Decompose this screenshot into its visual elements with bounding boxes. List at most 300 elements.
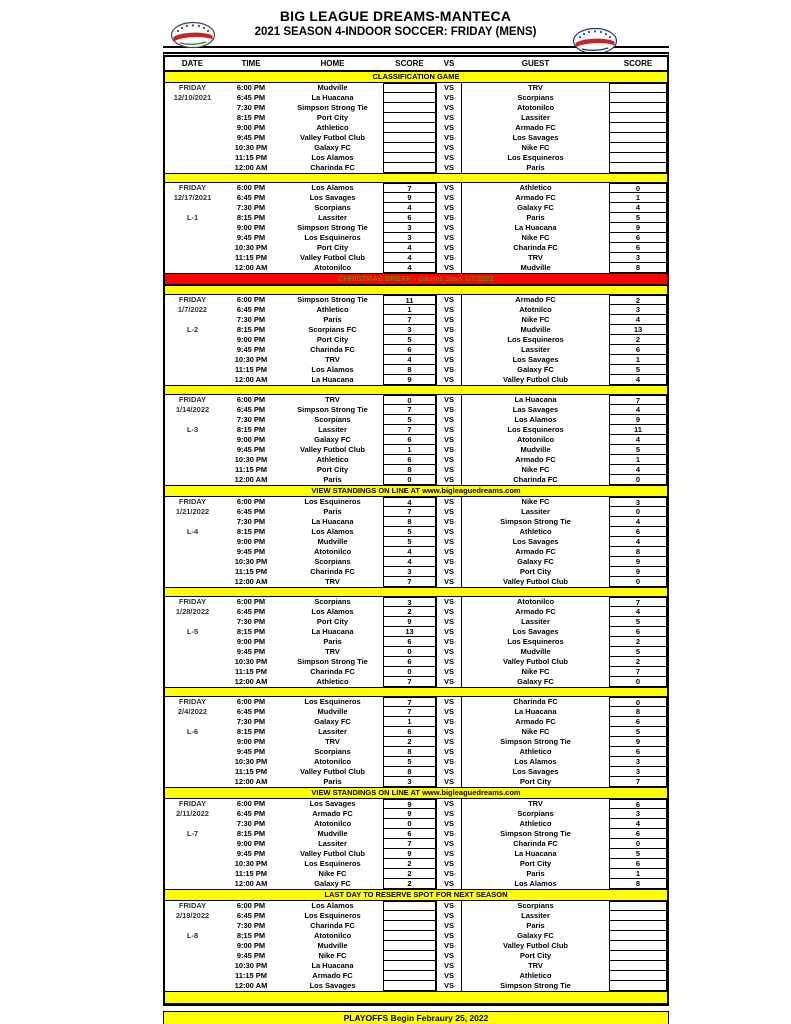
game-row xyxy=(165,981,667,991)
guest-score-cell xyxy=(609,143,667,153)
vs-cell: VS xyxy=(436,465,462,475)
guest-team-cell: Los Alamos xyxy=(514,879,557,888)
week-label-cell xyxy=(165,223,220,233)
guest-score-cell: 8 xyxy=(609,879,667,889)
home-team-cell: Galaxy FC xyxy=(314,435,351,444)
time-cell: 9:00 PM xyxy=(236,737,266,746)
guest-score-cell: 5 xyxy=(609,647,667,657)
day-cell: FRIDAY xyxy=(178,497,207,506)
game-row xyxy=(165,123,667,133)
home-score-cell xyxy=(383,931,436,941)
time-cell: 12:00 AM xyxy=(234,263,268,272)
guest-team-cell: Athletico xyxy=(519,183,552,192)
game-row xyxy=(165,375,667,385)
home-score-cell: 5 xyxy=(383,757,436,767)
guest-score-cell xyxy=(609,951,667,961)
guest-team-cell: Scorpians xyxy=(517,809,554,818)
guest-team-cell: Los Alamos xyxy=(514,415,557,424)
week-label-cell xyxy=(165,143,220,153)
day-cell: FRIDAY xyxy=(178,395,207,404)
home-score-cell: 3 xyxy=(383,325,436,335)
home-team-cell: Atotonilco xyxy=(313,931,352,940)
week-label-cell xyxy=(165,123,220,133)
game-row xyxy=(165,425,667,435)
vs-cell: VS xyxy=(436,315,462,325)
home-team-cell: Scorpians xyxy=(314,203,351,212)
home-team-cell: La Huacana xyxy=(311,627,354,636)
home-score-cell xyxy=(383,113,436,123)
column-header-vs: VS xyxy=(443,59,455,68)
guest-team-cell: Armado FC xyxy=(515,455,556,464)
vs-cell: VS xyxy=(436,839,462,849)
time-cell: 11:15 PM xyxy=(234,767,268,776)
home-score-cell: 6 xyxy=(383,829,436,839)
game-row xyxy=(165,911,667,921)
home-score-cell: 5 xyxy=(383,537,436,547)
time-cell: 10:30 PM xyxy=(234,961,268,970)
week-block-L-6 xyxy=(165,697,667,787)
time-cell: 12:00 AM xyxy=(234,577,268,586)
time-cell: 6:00 PM xyxy=(236,295,266,304)
game-row xyxy=(165,707,667,717)
home-score-cell: 8 xyxy=(383,517,436,527)
home-team-cell: Athletico xyxy=(316,455,349,464)
home-team-cell: Simpson Strong Tie xyxy=(297,223,368,232)
home-score-cell xyxy=(383,901,436,911)
guest-score-cell: 0 xyxy=(609,677,667,687)
guest-score-cell: 1 xyxy=(609,869,667,879)
vs-cell: VS xyxy=(436,527,462,537)
time-cell: 9:00 PM xyxy=(236,223,266,232)
vs-cell: VS xyxy=(436,567,462,577)
home-score-cell: 4 xyxy=(383,263,436,273)
day-cell: FRIDAY xyxy=(178,183,207,192)
time-cell: 10:30 PM xyxy=(234,355,268,364)
guest-score-cell: 3 xyxy=(609,757,667,767)
home-team-cell: Charinda FC xyxy=(310,667,355,676)
home-score-cell: 9 xyxy=(383,809,436,819)
guest-score-cell xyxy=(609,83,667,93)
guest-team-cell: Valley Futbol Club xyxy=(502,657,568,666)
vs-cell: VS xyxy=(436,243,462,253)
time-cell: 10:30 PM xyxy=(234,143,268,152)
game-row xyxy=(165,901,667,911)
vs-cell: VS xyxy=(436,637,462,647)
home-score-cell xyxy=(383,103,436,113)
guest-score-cell: 0 xyxy=(609,577,667,587)
home-score-cell xyxy=(383,123,436,133)
time-cell: 6:00 PM xyxy=(236,901,266,910)
game-row xyxy=(165,777,667,787)
week-label-cell: L-3 xyxy=(186,425,199,434)
vs-cell: VS xyxy=(436,879,462,889)
game-row xyxy=(165,697,667,707)
game-row xyxy=(165,315,667,325)
home-score-cell: 8 xyxy=(383,465,436,475)
week-label-cell xyxy=(165,557,220,567)
guest-team-cell: TRV xyxy=(528,799,543,808)
time-cell: 9:45 PM xyxy=(236,133,266,142)
time-cell: 11:15 PM xyxy=(234,667,268,676)
time-cell: 9:45 PM xyxy=(236,547,266,556)
week-label-cell xyxy=(165,113,220,123)
game-row xyxy=(165,103,667,113)
guest-team-cell: Nike FC xyxy=(521,315,550,324)
guest-team-cell: Mudville xyxy=(520,445,551,454)
home-score-cell: 4 xyxy=(383,497,436,507)
guest-score-cell: 3 xyxy=(609,253,667,263)
vs-cell: VS xyxy=(436,737,462,747)
guest-score-cell xyxy=(609,123,667,133)
guest-team-cell: Atotnilco xyxy=(519,305,552,314)
home-score-cell: 7 xyxy=(383,315,436,325)
vs-cell: VS xyxy=(436,395,462,405)
guest-score-cell: 5 xyxy=(609,849,667,859)
home-team-cell: Scorpians xyxy=(314,597,351,606)
time-cell: 8:15 PM xyxy=(236,931,266,940)
time-cell: 7:30 PM xyxy=(236,921,266,930)
guest-team-cell: Armado FC xyxy=(515,193,556,202)
home-score-cell: 2 xyxy=(383,607,436,617)
guest-team-cell: Valley Futbol Club xyxy=(502,941,568,950)
vs-cell: VS xyxy=(436,295,462,305)
guest-team-cell: Charinda FC xyxy=(513,697,558,706)
time-cell: 8:15 PM xyxy=(236,627,266,636)
home-team-cell: Charinda FC xyxy=(310,921,355,930)
vs-cell: VS xyxy=(436,233,462,243)
vs-cell: VS xyxy=(436,133,462,143)
column-header-time: TIME xyxy=(241,59,261,68)
vs-cell: VS xyxy=(436,335,462,345)
week-label-cell xyxy=(165,475,220,485)
guest-score-cell: 3 xyxy=(609,305,667,315)
home-team-cell: Los Savages xyxy=(309,981,356,990)
week-label-cell xyxy=(165,153,220,163)
guest-team-cell: Los Savages xyxy=(512,627,559,636)
week-block-L-7 xyxy=(165,799,667,889)
home-team-cell: Galaxy FC xyxy=(314,879,351,888)
home-score-cell: 7 xyxy=(383,425,436,435)
home-score-cell: 2 xyxy=(383,737,436,747)
guest-score-cell: 2 xyxy=(609,637,667,647)
game-row xyxy=(165,203,667,213)
home-team-cell: Simpson Strong Tie xyxy=(297,405,368,414)
home-team-cell: TRV xyxy=(325,395,340,404)
guest-team-cell: Mudville xyxy=(520,325,551,334)
guest-score-cell xyxy=(609,133,667,143)
home-score-cell xyxy=(383,941,436,951)
guest-score-cell: 0 xyxy=(609,183,667,193)
home-score-cell: 13 xyxy=(383,627,436,637)
time-cell: 6:45 PM xyxy=(236,809,266,818)
vs-cell: VS xyxy=(436,597,462,607)
guest-team-cell: Nike FC xyxy=(521,497,550,506)
guest-team-cell: La Huacana xyxy=(514,395,557,404)
vs-cell: VS xyxy=(436,961,462,971)
home-team-cell: Los Esquineros xyxy=(304,233,361,242)
game-row xyxy=(165,435,667,445)
vs-cell: VS xyxy=(436,981,462,991)
home-score-cell: 2 xyxy=(383,869,436,879)
standings-band: VIEW STANDINGS ON LINE AT www.bigleaguedreams.com xyxy=(165,787,667,799)
date-cell: 2/4/2022 xyxy=(177,707,208,716)
week-label-cell xyxy=(165,365,220,375)
guest-score-cell xyxy=(609,981,667,991)
vs-cell: VS xyxy=(436,767,462,777)
date-cell: 1/7/2022 xyxy=(177,305,208,314)
home-score-cell: 5 xyxy=(383,527,436,537)
guest-team-cell: Athletico xyxy=(519,819,552,828)
guest-team-cell: Galaxy FC xyxy=(517,557,554,566)
guest-score-cell: 3 xyxy=(609,809,667,819)
week-label-cell xyxy=(165,819,220,829)
game-row xyxy=(165,859,667,869)
game-row xyxy=(165,497,667,507)
time-cell: 10:30 PM xyxy=(234,243,268,252)
game-row xyxy=(165,415,667,425)
game-row xyxy=(165,677,667,687)
time-cell: 7:30 PM xyxy=(236,203,266,212)
week-label-cell xyxy=(165,879,220,889)
week-label-cell xyxy=(165,243,220,253)
home-team-cell: Galaxy FC xyxy=(314,717,351,726)
vs-cell: VS xyxy=(436,777,462,787)
vs-cell: VS xyxy=(436,819,462,829)
vs-cell: VS xyxy=(436,305,462,315)
home-team-cell: Los Alamos xyxy=(311,153,354,162)
guest-score-cell xyxy=(609,103,667,113)
guest-team-cell: Scorpians xyxy=(517,93,554,102)
guest-score-cell: 0 xyxy=(609,507,667,517)
guest-score-cell: 4 xyxy=(609,435,667,445)
guest-team-cell: Mudville xyxy=(520,647,551,656)
vs-cell: VS xyxy=(436,123,462,133)
vs-cell: VS xyxy=(436,951,462,961)
guest-score-cell: 0 xyxy=(609,839,667,849)
vs-cell: VS xyxy=(436,537,462,547)
date-cell: 2/18/2022 xyxy=(175,911,210,920)
vs-cell: VS xyxy=(436,799,462,809)
game-row xyxy=(165,657,667,667)
time-cell: 12:00 AM xyxy=(234,981,268,990)
guest-score-cell xyxy=(609,901,667,911)
guest-score-cell: 1 xyxy=(609,193,667,203)
vs-cell: VS xyxy=(436,627,462,637)
game-row xyxy=(165,223,667,233)
guest-team-cell: Galaxy FC xyxy=(517,677,554,686)
game-row xyxy=(165,809,667,819)
vs-cell: VS xyxy=(436,727,462,737)
home-score-cell xyxy=(383,911,436,921)
home-score-cell: 3 xyxy=(383,567,436,577)
home-score-cell xyxy=(383,981,436,991)
home-score-cell: 6 xyxy=(383,213,436,223)
vs-cell: VS xyxy=(436,203,462,213)
week-label-cell xyxy=(165,103,220,113)
week-label-cell xyxy=(165,375,220,385)
week-label-cell xyxy=(165,961,220,971)
game-row xyxy=(165,839,667,849)
week-label-cell xyxy=(165,921,220,931)
column-header-score: SCORE xyxy=(395,59,424,68)
week-label-cell xyxy=(165,133,220,143)
guest-team-cell: Athletico xyxy=(519,527,552,536)
guest-team-cell: Armado FC xyxy=(515,607,556,616)
vs-cell: VS xyxy=(436,83,462,93)
game-row xyxy=(165,879,667,889)
game-row xyxy=(165,233,667,243)
home-score-cell: 5 xyxy=(383,335,436,345)
vs-cell: VS xyxy=(436,849,462,859)
week-label-cell xyxy=(165,355,220,365)
guest-team-cell: Atotonilco xyxy=(516,435,555,444)
home-score-cell xyxy=(383,83,436,93)
guest-team-cell: Simpson Strong Tie xyxy=(500,829,571,838)
home-score-cell: 1 xyxy=(383,717,436,727)
home-team-cell: Athletico xyxy=(316,677,349,686)
time-cell: 7:30 PM xyxy=(236,717,266,726)
guest-score-cell: 7 xyxy=(609,667,667,677)
game-row xyxy=(165,607,667,617)
home-team-cell: Los Alamos xyxy=(311,527,354,536)
time-cell: 11:15 PM xyxy=(234,869,268,878)
guest-team-cell: Los Esquineros xyxy=(507,425,564,434)
guest-team-cell: Simpson Strong Tie xyxy=(500,981,571,990)
home-team-cell: TRV xyxy=(325,737,340,746)
game-row xyxy=(165,355,667,365)
week-label-cell xyxy=(165,839,220,849)
week-label-cell xyxy=(165,445,220,455)
game-row xyxy=(165,557,667,567)
guest-score-cell xyxy=(609,93,667,103)
week-label-cell xyxy=(165,747,220,757)
guest-score-cell xyxy=(609,911,667,921)
classification-band: CLASSIFICATION GAME xyxy=(165,71,667,83)
time-cell: 11:15 PM xyxy=(234,365,268,374)
game-row xyxy=(165,767,667,777)
time-cell: 11:15 PM xyxy=(234,567,268,576)
game-row xyxy=(165,153,667,163)
home-score-cell: 6 xyxy=(383,455,436,465)
week-label-cell: L-8 xyxy=(186,931,199,940)
game-row xyxy=(165,799,667,809)
week-block-L-1 xyxy=(165,183,667,273)
guest-score-cell: 8 xyxy=(609,547,667,557)
home-team-cell: Lassiter xyxy=(318,425,347,434)
home-team-cell: Athletico xyxy=(316,305,349,314)
guest-score-cell: 4 xyxy=(609,517,667,527)
game-row xyxy=(165,405,667,415)
game-row xyxy=(165,637,667,647)
home-score-cell: 7 xyxy=(383,507,436,517)
home-score-cell: 8 xyxy=(383,767,436,777)
home-score-cell: 5 xyxy=(383,415,436,425)
guest-score-cell: 4 xyxy=(609,405,667,415)
home-team-cell: Port City xyxy=(316,617,349,626)
guest-team-cell: Lassiter xyxy=(521,113,550,122)
reserve-band: LAST DAY TO RESERVE SPOT FOR NEXT SEASON xyxy=(165,889,667,901)
guest-team-cell: Simpson Strong Tie xyxy=(500,737,571,746)
home-score-cell: 4 xyxy=(383,203,436,213)
vs-cell: VS xyxy=(436,707,462,717)
vs-cell: VS xyxy=(436,809,462,819)
guest-team-cell: TRV xyxy=(528,83,543,92)
game-row xyxy=(165,597,667,607)
vs-cell: VS xyxy=(436,143,462,153)
vs-cell: VS xyxy=(436,263,462,273)
home-team-cell: Los Esquineros xyxy=(304,497,361,506)
vs-cell: VS xyxy=(436,163,462,173)
home-team-cell: Scorpians xyxy=(314,557,351,566)
time-cell: 8:15 PM xyxy=(236,527,266,536)
guest-team-cell: Armado FC xyxy=(515,547,556,556)
guest-team-cell: Paris xyxy=(526,163,545,172)
week-label-cell xyxy=(165,951,220,961)
time-cell: 12:00 AM xyxy=(234,375,268,384)
separator-band xyxy=(165,687,667,697)
home-score-cell: 9 xyxy=(383,193,436,203)
home-team-cell: Los Esquineros xyxy=(304,697,361,706)
vs-cell: VS xyxy=(436,657,462,667)
week-label-cell xyxy=(165,717,220,727)
week-label-cell xyxy=(165,567,220,577)
home-score-cell: 0 xyxy=(383,667,436,677)
game-row xyxy=(165,727,667,737)
time-cell: 6:00 PM xyxy=(236,799,266,808)
guest-team-cell: Galaxy FC xyxy=(517,365,554,374)
home-team-cell: Mudville xyxy=(317,829,348,838)
game-row xyxy=(165,567,667,577)
game-row xyxy=(165,941,667,951)
game-row xyxy=(165,455,667,465)
home-score-cell: 3 xyxy=(383,223,436,233)
column-header-row xyxy=(165,57,667,71)
game-row xyxy=(165,263,667,273)
game-row xyxy=(165,253,667,263)
time-cell: 9:00 PM xyxy=(236,335,266,344)
guest-score-cell: 6 xyxy=(609,345,667,355)
home-score-cell xyxy=(383,93,436,103)
vs-cell: VS xyxy=(436,931,462,941)
game-row xyxy=(165,183,667,193)
guest-team-cell: Galaxy FC xyxy=(517,931,554,940)
vs-cell: VS xyxy=(436,617,462,627)
week-label-cell: L-4 xyxy=(186,527,199,536)
home-team-cell: Simpson Strong Tie xyxy=(297,295,368,304)
vs-cell: VS xyxy=(436,103,462,113)
time-cell: 8:15 PM xyxy=(236,829,266,838)
home-score-cell xyxy=(383,961,436,971)
vs-cell: VS xyxy=(436,901,462,911)
vs-cell: VS xyxy=(436,507,462,517)
time-cell: 7:30 PM xyxy=(236,517,266,526)
vs-cell: VS xyxy=(436,941,462,951)
guest-team-cell: Galaxy FC xyxy=(517,203,554,212)
home-score-cell xyxy=(383,921,436,931)
playoffs-banner: PLAYOFFS Begin Febraury 25, 2022 xyxy=(163,1011,669,1024)
game-row xyxy=(165,475,667,485)
home-team-cell: Scorpians xyxy=(314,415,351,424)
vs-cell: VS xyxy=(436,445,462,455)
week-label-cell xyxy=(165,465,220,475)
day-cell: FRIDAY xyxy=(178,697,207,706)
home-score-cell: 9 xyxy=(383,799,436,809)
home-score-cell: 3 xyxy=(383,233,436,243)
home-score-cell: 2 xyxy=(383,879,436,889)
home-score-cell: 7 xyxy=(383,707,436,717)
guest-score-cell: 4 xyxy=(609,375,667,385)
guest-team-cell: Nike FC xyxy=(521,465,550,474)
